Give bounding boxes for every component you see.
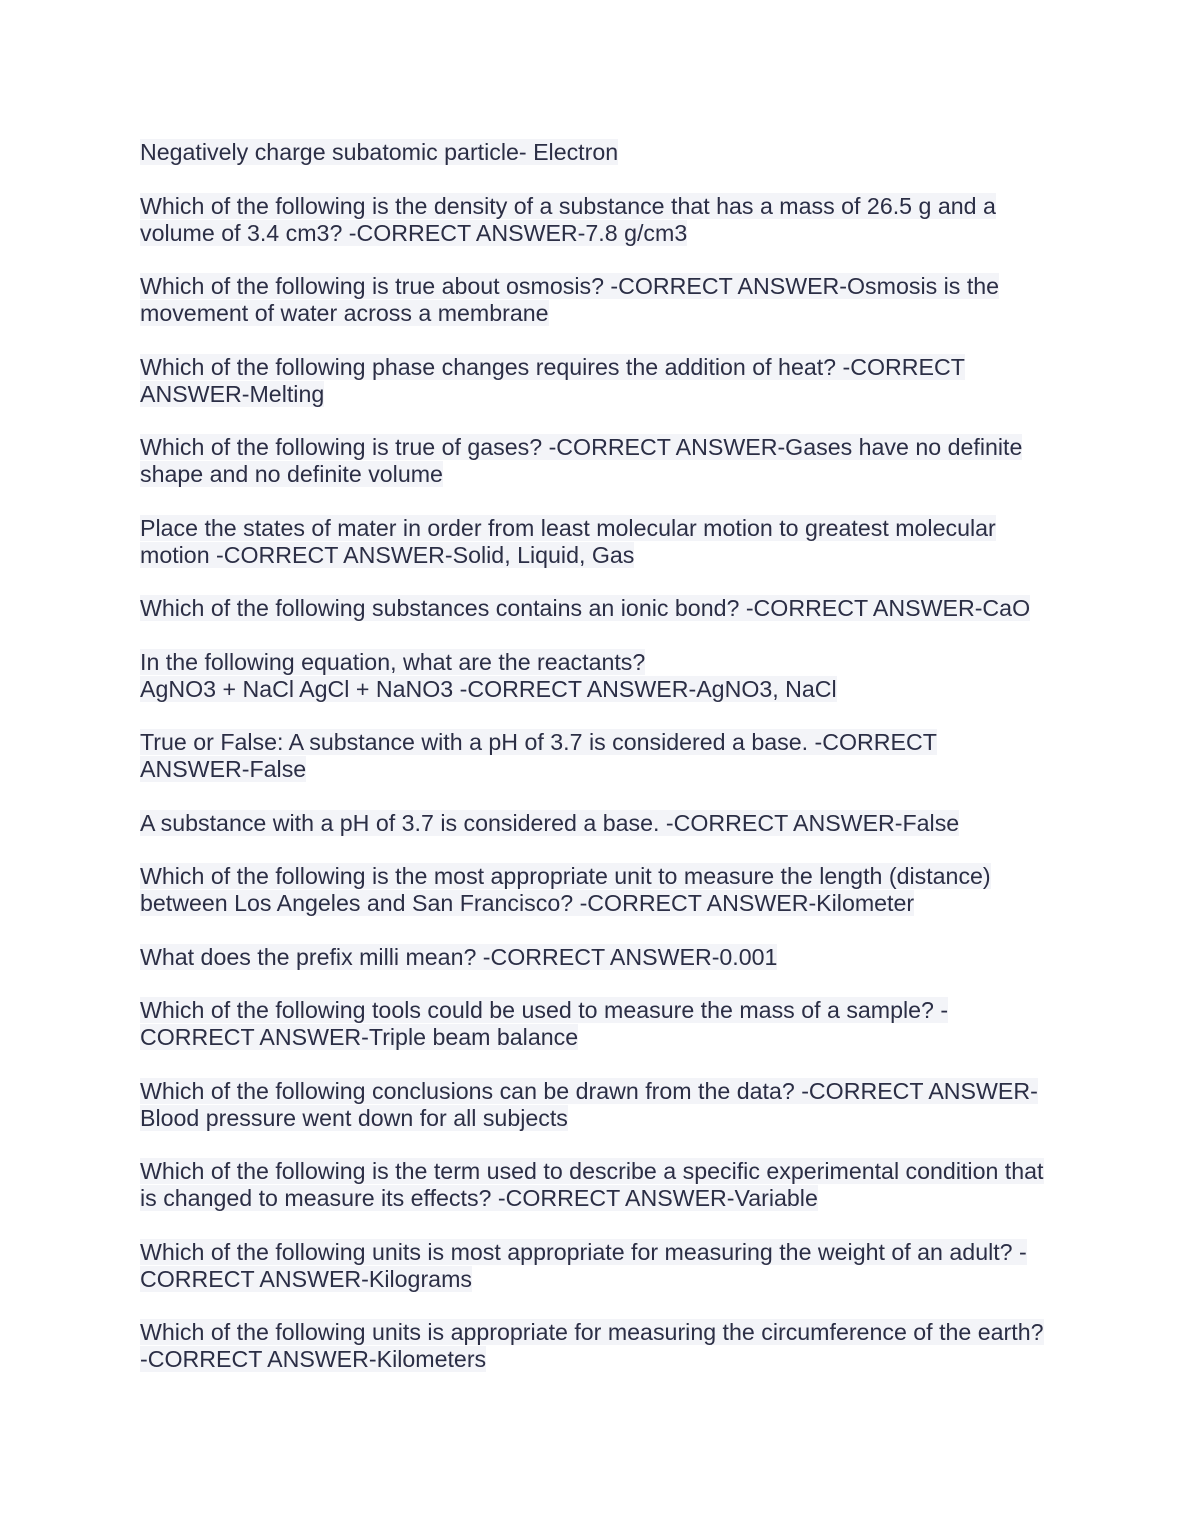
qa-line: True or False: A substance with a pH of 3.7 is considered a base. -CORRECT — [140, 729, 937, 755]
qa-line: Which of the following conclusions can be drawn from the data? -CORRECT ANSWER- — [140, 1077, 1038, 1104]
qa-item — [140, 434, 1060, 488]
qa-item — [140, 1078, 1060, 1132]
qa-line: Negatively charge subatomic particle- Electron — [140, 139, 619, 165]
qa-line: -CORRECT ANSWER-Kilometers — [140, 1346, 487, 1372]
qa-line: Which of the following units is most appropriate for measuring the weight of an adult? - — [140, 1238, 1027, 1265]
qa-item — [140, 193, 1060, 247]
qa-item — [140, 595, 1060, 622]
qa-item — [140, 729, 1060, 783]
qa-line: motion -CORRECT ANSWER-Solid, Liquid, Gas — [140, 541, 635, 568]
qa-line: Which of the following is the most appropriate unit to measure the length (distance) — [140, 863, 991, 889]
qa-item — [140, 515, 1060, 569]
qa-line: Which of the following is true about osmosis? -CORRECT ANSWER-Osmosis is the — [140, 273, 1000, 299]
qa-line: Which of the following tools could be used to measure the mass of a sample? - — [140, 997, 949, 1023]
qa-line: CORRECT ANSWER-Kilograms — [140, 1265, 472, 1292]
qa-line: Which of the following is the density of a substance that has a mass of 26.5 g and a — [140, 192, 996, 219]
document-body — [140, 139, 1060, 1400]
qa-line: CORRECT ANSWER-Triple beam balance — [140, 1024, 579, 1050]
qa-line: A substance with a pH of 3.7 is considered a base. -CORRECT ANSWER-False — [140, 809, 960, 836]
qa-item — [140, 139, 1060, 166]
qa-item — [140, 944, 1060, 971]
qa-line: Which of the following phase changes requires the addition of heat? -CORRECT — [140, 353, 965, 380]
qa-line: What does the prefix milli mean? -CORRECT ANSWER-0.001 — [140, 943, 778, 970]
qa-item — [140, 273, 1060, 327]
qa-line: Blood pressure went down for all subjects — [140, 1104, 568, 1131]
qa-item — [140, 1319, 1060, 1373]
qa-item — [140, 649, 1060, 703]
qa-item — [140, 1158, 1060, 1212]
qa-item — [140, 1239, 1060, 1293]
qa-line: is changed to measure its effects? -CORRECT ANSWER-Variable — [140, 1185, 818, 1211]
qa-line: volume of 3.4 cm3? -CORRECT ANSWER-7.8 g/cm3 — [140, 219, 688, 246]
qa-item — [140, 997, 1060, 1051]
qa-line: In the following equation, what are the reactants? — [140, 648, 646, 675]
qa-item — [140, 354, 1060, 408]
qa-line: AgNO3 + NaCl AgCl + NaNO3 -CORRECT ANSWER-AgNO3, NaCl — [140, 675, 837, 702]
qa-line: Place the states of mater in order from least molecular motion to greatest molecular — [140, 514, 996, 541]
qa-line: shape and no definite volume — [140, 461, 443, 487]
qa-line: between Los Angeles and San Francisco? -CORRECT ANSWER-Kilometer — [140, 890, 915, 916]
qa-line: ANSWER-False — [140, 756, 307, 782]
qa-item — [140, 863, 1060, 917]
qa-line: Which of the following is the term used to describe a specific experimental condition that — [140, 1158, 1044, 1184]
qa-line: Which of the following is true of gases? -CORRECT ANSWER-Gases have no definite — [140, 434, 1023, 460]
qa-line: Which of the following units is appropriate for measuring the circumference of the earth? — [140, 1319, 1044, 1345]
qa-line: movement of water across a membrane — [140, 300, 549, 326]
qa-line: Which of the following substances contains an ionic bond? -CORRECT ANSWER-CaO — [140, 595, 1031, 621]
qa-line: ANSWER-Melting — [140, 380, 325, 407]
qa-item — [140, 810, 1060, 837]
